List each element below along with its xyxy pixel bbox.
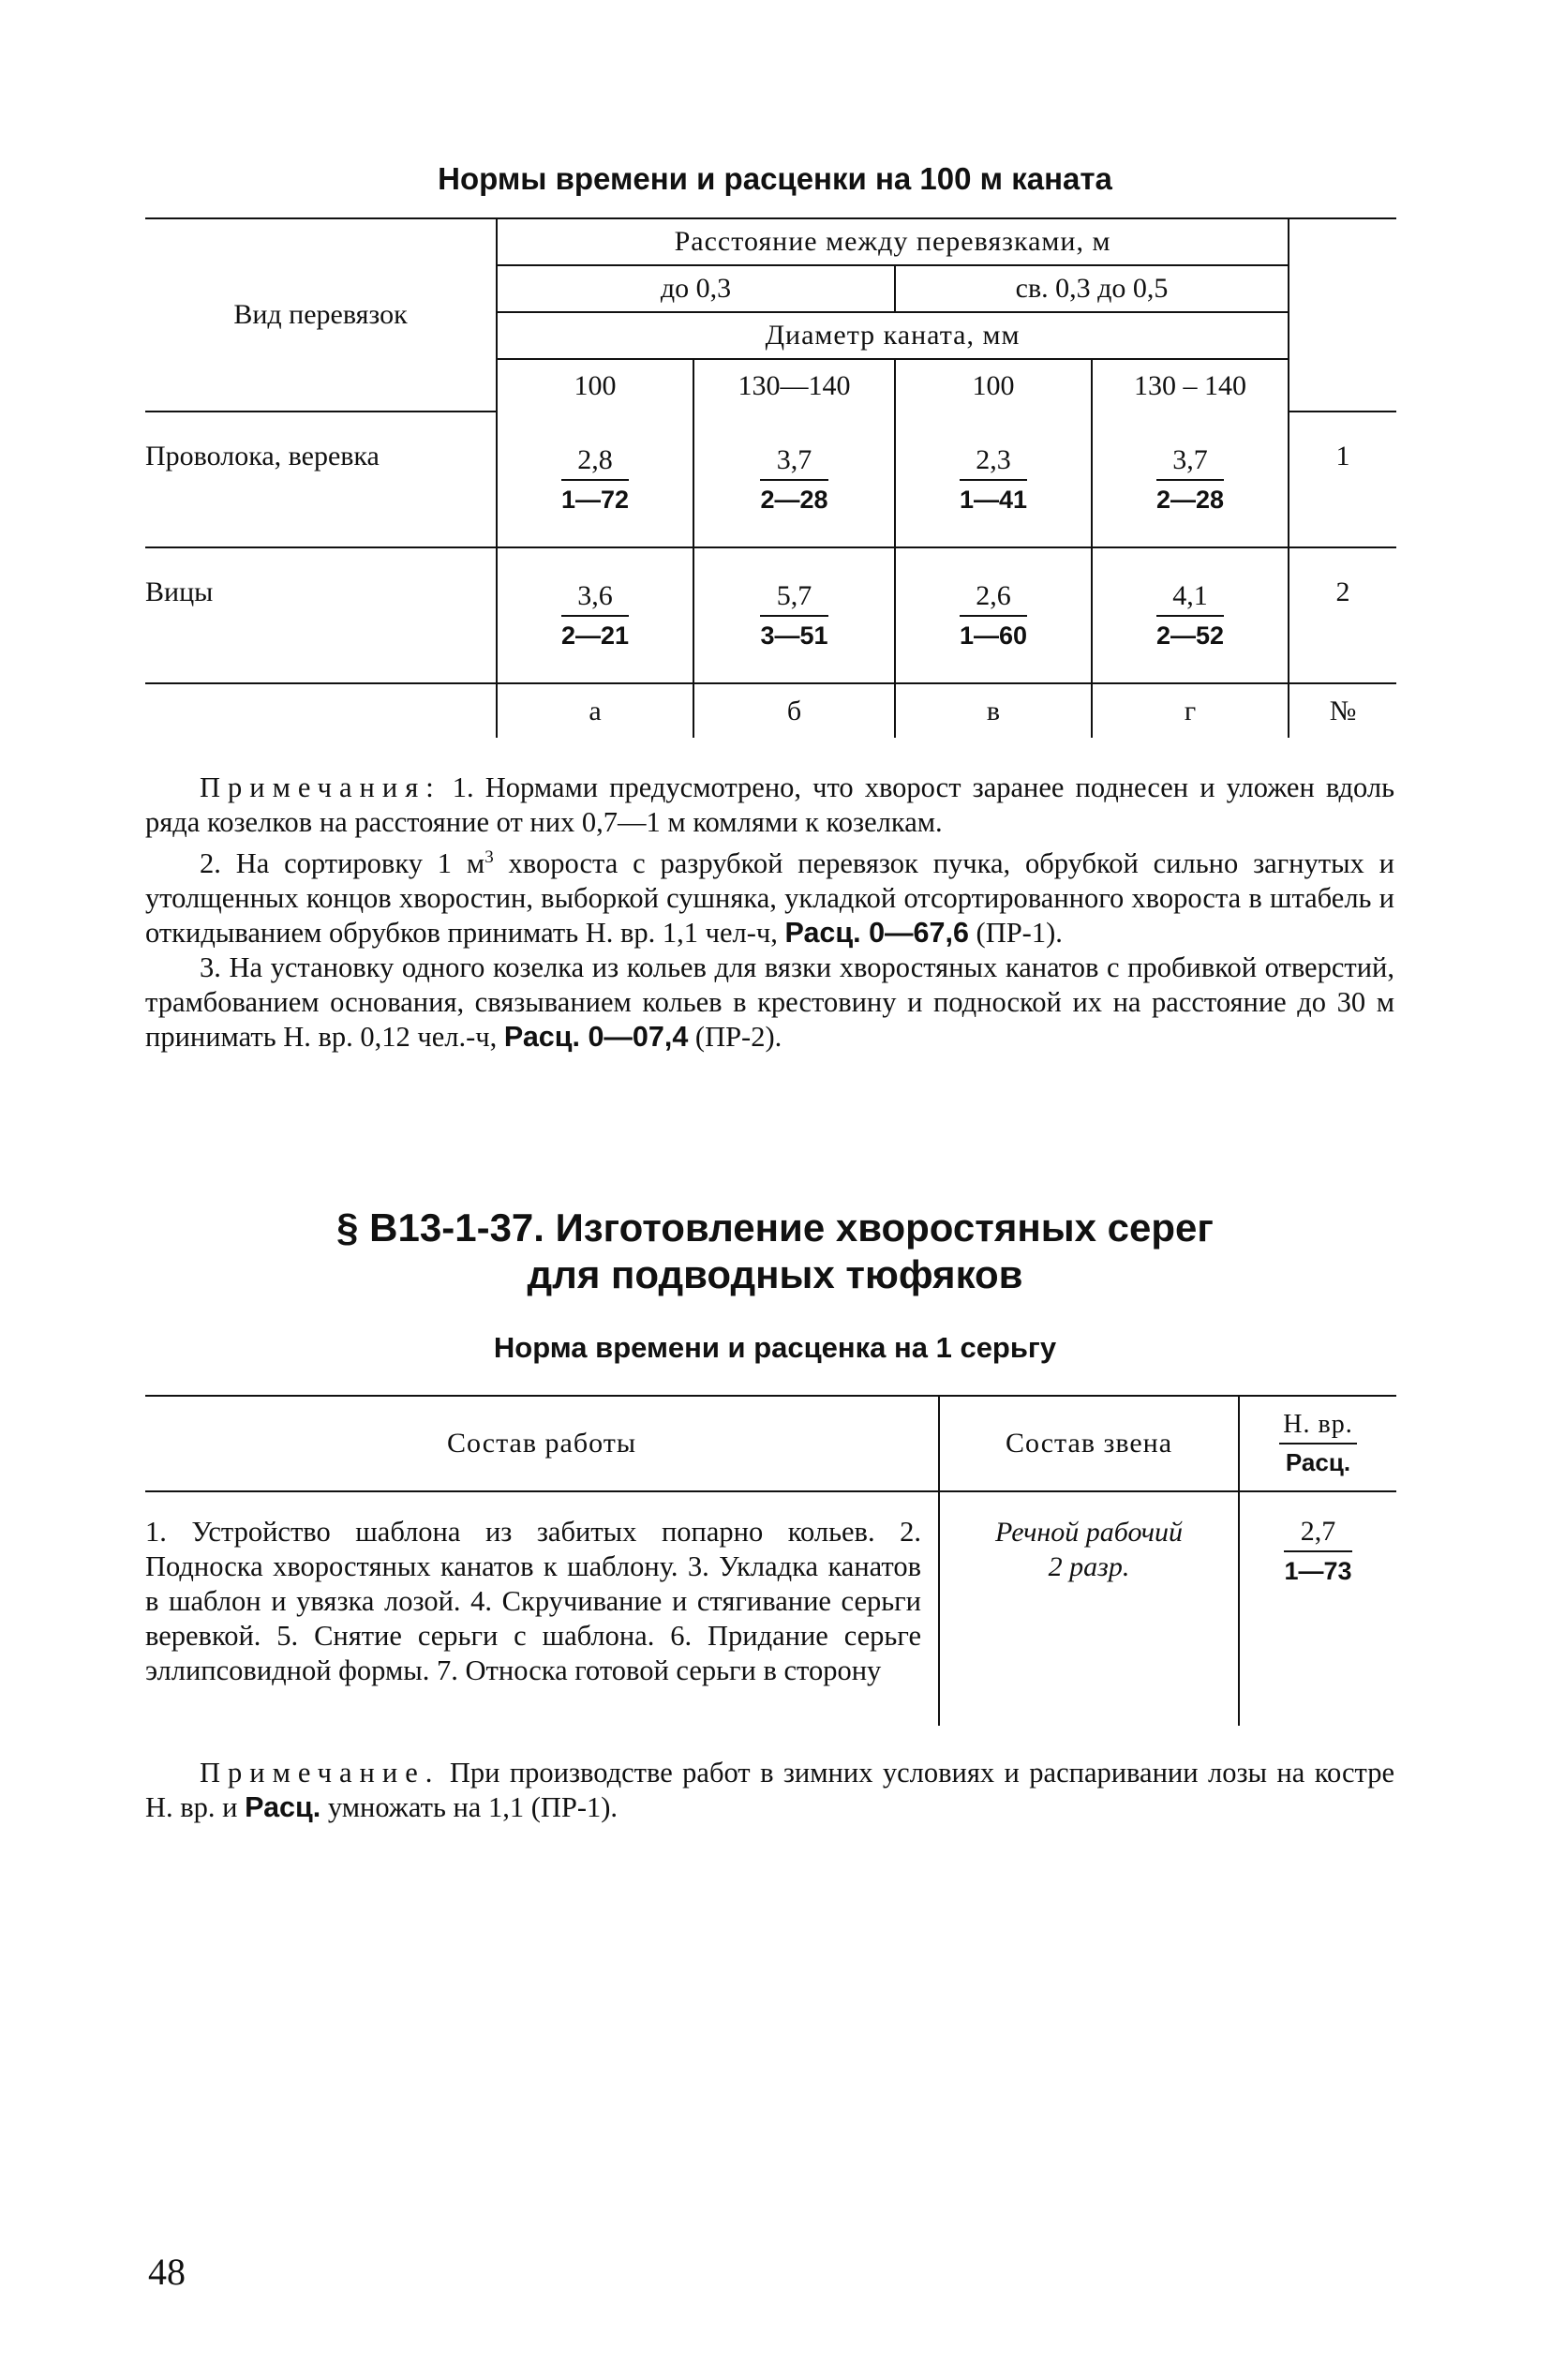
notes-label: Примечания: — [200, 771, 441, 803]
header-diameter-d: 130 – 140 — [1092, 359, 1289, 412]
page-number: 48 — [148, 2251, 186, 2293]
value-cell: $\frac{4,1}{2—52}$ — [1092, 547, 1289, 683]
table1-title: Нормы времени и расценки на 100 м каната — [438, 161, 1112, 196]
header-distance-group-2: св. 0,3 до 0,5 — [895, 265, 1289, 312]
column-letter-b: б — [693, 683, 895, 738]
note-label: Примечание. — [200, 1757, 440, 1789]
row-number: 1 — [1289, 412, 1396, 547]
footer-empty — [145, 683, 497, 738]
header-distance-group-1: до 0,3 — [497, 265, 895, 312]
norm-value: $\frac{2,7}{1—73}$ — [1284, 1516, 1352, 1585]
header-distance: Расстояние между перевязками, м — [497, 218, 1289, 265]
section-title: § В13-1-37. Изготовление хворостяных серег для подводных тюфяков — [336, 1205, 1214, 1296]
value-cell: $\frac{2,6}{1—60}$ — [895, 547, 1092, 683]
header-crew: Состав звена — [939, 1396, 1239, 1491]
header-work-composition: Состав работы — [145, 1396, 939, 1491]
column-letter-c: в — [895, 683, 1092, 738]
header-num-empty — [1289, 218, 1396, 412]
row-label: Вицы — [145, 547, 497, 683]
notes-block-2: Примечание. При производстве работ в зимних условиях и распаривании лозы на костре Н. вр. и Расц. умножать на 1,1 (ПР-1). — [145, 1757, 1395, 1823]
table2-title: Норма времени и расценка на 1 серьгу — [493, 1331, 1057, 1364]
crew-composition: Речной рабочий 2 разр. — [939, 1491, 1239, 1726]
value-cell: $\frac{2,3}{1—41}$ — [895, 412, 1092, 547]
column-letter-d: г — [1092, 683, 1289, 738]
note-2: 2. На сортировку 1 $м^3$ хвороста с разрубкой перевязок пучка, обрубкой сильно загнутых и утолщенных концов хворостин, выборкой сушняка, укладкой отсортированного хвороста в штабель и откидыванием обрубков принимать Н. вр. 1,1 чел-ч, Расц. 0—67,6 (ПР-1). — [145, 847, 1394, 950]
header-diameter-b: 130—140 — [693, 359, 895, 412]
table-row — [145, 412, 1396, 547]
notes-block-1 — [145, 771, 1394, 1055]
column-letter-a: а — [497, 683, 693, 738]
value-cell: $\frac{3,6}{2—21}$ — [497, 547, 693, 683]
row-number: 2 — [1289, 547, 1396, 683]
header-diameter: Диаметр каната, мм — [497, 312, 1289, 359]
table-row — [145, 1491, 1396, 1726]
note-1: 1. Нормами предусмотрено, что хворост заранее поднесен и уложен вдоль ряда козелков на расстояние от них 0,7—1 м комлями к козелкам. — [145, 771, 1394, 838]
header-diameter-a: 100 — [497, 359, 693, 412]
norms-table-2 — [145, 1395, 1396, 1726]
table-row — [145, 547, 1396, 683]
work-description: 1. Устройство шаблона из забитых попарно кольев. 2. Подноска хворостяных канатов к шаблону. 3. Укладка канатов в шаблон и увязка лозой. 4. Скручивание и стягивание серьги веревкой. 5. Снятие серьги с шаблона. 6. Придание серьге эллипсовидной формы. 7. Относка готовой серьги в сторону — [145, 1491, 939, 1726]
value-cell: $\frac{2,8}{1—72}$ — [497, 412, 693, 547]
note-3: 3. На установку одного козелка из кольев для вязки хворостяных канатов с пробивкой отверстий, трамбованием основания, связыванием кольев в крестовину и подноской их на расстояние до 30 м принимать Н. вр. 0,12 чел.-ч, Расц. 0—07,4 (ПР-2). — [145, 951, 1394, 1054]
value-cell: $\frac{3,7}{2—28}$ — [1092, 412, 1289, 547]
norms-table-1 — [145, 217, 1396, 738]
header-type-of-ties: Вид перевязок — [145, 218, 497, 412]
column-num-label: № — [1329, 695, 1357, 726]
row-label: Проволока, веревка — [145, 412, 497, 547]
header-norm: $\frac{Н. вр.}{\text{Расц.}}$ — [1239, 1396, 1396, 1491]
value-cell: $\frac{3,7}{2—28}$ — [693, 412, 895, 547]
value-cell: $\frac{5,7}{3—51}$ — [693, 547, 895, 683]
header-diameter-c: 100 — [895, 359, 1092, 412]
